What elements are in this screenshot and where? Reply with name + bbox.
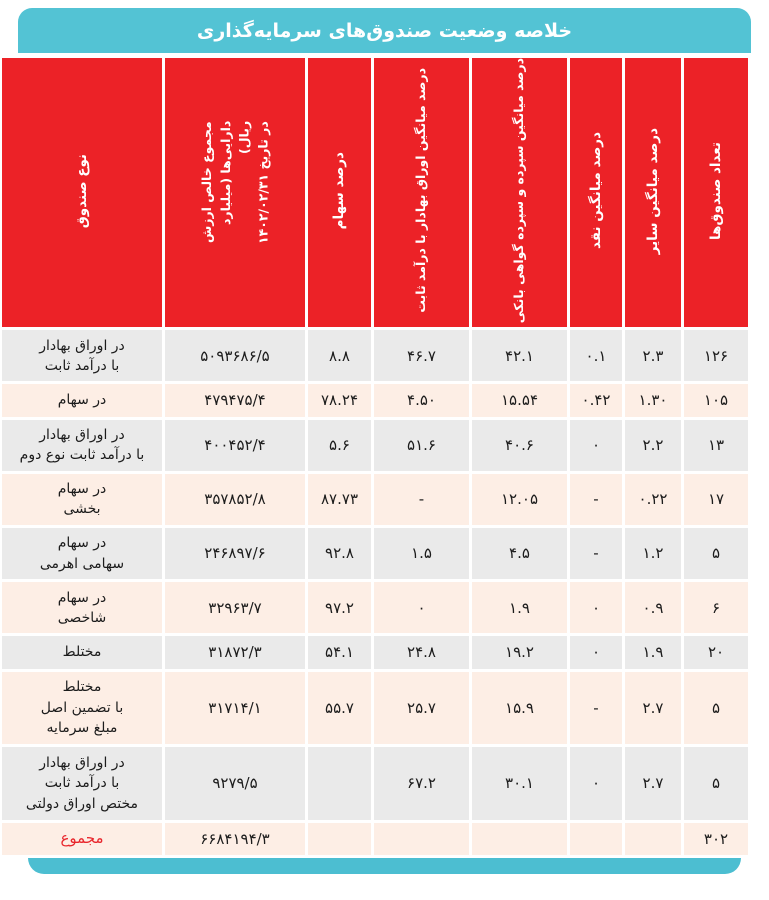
column-header-cash xyxy=(570,58,622,327)
cell-fund-type: مختلط با تضمین اصل مبلغ سرمایه xyxy=(2,672,162,745)
column-header-fixed-income xyxy=(374,58,469,327)
cell-fixed-income-percent: ۰ xyxy=(374,582,469,633)
page-title: خلاصه وضعیت صندوق‌های سرمایه‌گذاری xyxy=(196,19,573,42)
cell-count: ۵ xyxy=(684,672,748,745)
cell-other-percent: ۲.۷ xyxy=(625,672,681,745)
cell-fixed-income-percent: - xyxy=(374,474,469,525)
column-header-deposit xyxy=(472,58,567,327)
cell-nav: ۳۱۸۷۲/۳ xyxy=(165,636,305,668)
cell-nav: ۵۰۹۳۶۸۶/۵ xyxy=(165,330,305,381)
column-header-count xyxy=(684,58,748,327)
table-row xyxy=(2,672,748,745)
cell-fund-type: مجموع xyxy=(2,823,162,855)
cell-count: ۶ xyxy=(684,582,748,633)
cell-fund-type: در سهام شاخصی xyxy=(2,582,162,633)
cell-count: ۱۷ xyxy=(684,474,748,525)
cell-stock-percent xyxy=(308,747,371,820)
column-header-deposit-label: درصد میانگین سپرده و سپرده گواهی بانکی xyxy=(511,58,527,324)
column-header-stock xyxy=(308,58,371,327)
cell-count: ۱۰۵ xyxy=(684,384,748,416)
table-row xyxy=(2,330,748,381)
cell-cash-percent: ۰.۱ xyxy=(570,330,622,381)
cell-cash-percent: - xyxy=(570,474,622,525)
cell-fixed-income-percent: ۶۷.۲ xyxy=(374,747,469,820)
cell-deposit-percent: ۳۰.۱ xyxy=(472,747,567,820)
cell-nav: ۹۲۷۹/۵ xyxy=(165,747,305,820)
cell-nav: ۲۴۶۸۹۷/۶ xyxy=(165,528,305,579)
cell-cash-percent: ۰ xyxy=(570,420,622,471)
column-header-count-label: تعداد صندوق‌ها xyxy=(707,141,724,240)
cell-nav: ۴۰۰۴۵۲/۴ xyxy=(165,420,305,471)
cell-deposit-percent: ۴۲.۱ xyxy=(472,330,567,381)
cell-other-percent xyxy=(625,823,681,855)
cell-other-percent: ۱.۳۰ xyxy=(625,384,681,416)
cell-nav: ۶۶۸۴۱۹۴/۳ xyxy=(165,823,305,855)
table-total-row xyxy=(2,823,748,855)
cell-count: ۱۲۶ xyxy=(684,330,748,381)
cell-deposit-percent: ۴۰.۶ xyxy=(472,420,567,471)
cell-deposit-percent: ۱۵.۹ xyxy=(472,672,567,745)
cell-stock-percent: ۵۴.۱ xyxy=(308,636,371,668)
cell-nav: ۳۵۷۸۵۲/۸ xyxy=(165,474,305,525)
footer-bar xyxy=(28,858,741,874)
cell-nav: ۳۲۹۶۳/۷ xyxy=(165,582,305,633)
cell-count: ۵ xyxy=(684,747,748,820)
table-row xyxy=(2,582,748,633)
cell-stock-percent: ۸۷.۷۳ xyxy=(308,474,371,525)
table-row xyxy=(2,474,748,525)
cell-stock-percent xyxy=(308,823,371,855)
table-container xyxy=(18,55,751,858)
cell-count: ۲۰ xyxy=(684,636,748,668)
cell-deposit-percent: ۱.۹ xyxy=(472,582,567,633)
cell-fixed-income-percent xyxy=(374,823,469,855)
cell-fixed-income-percent: ۱.۵ xyxy=(374,528,469,579)
cell-cash-percent: ۰.۴۲ xyxy=(570,384,622,416)
table-row xyxy=(2,636,748,668)
cell-deposit-percent: ۱۹.۲ xyxy=(472,636,567,668)
cell-fixed-income-percent: ۲۵.۷ xyxy=(374,672,469,745)
cell-fixed-income-percent: ۴۶.۷ xyxy=(374,330,469,381)
table-body xyxy=(2,330,748,855)
cell-stock-percent: ۹۷.۲ xyxy=(308,582,371,633)
cell-stock-percent: ۸.۸ xyxy=(308,330,371,381)
cell-stock-percent: ۷۸.۲۴ xyxy=(308,384,371,416)
column-header-fixed-income-label: درصد میانگین اوراق بهادار با درآمد ثابت xyxy=(413,68,429,313)
table-row xyxy=(2,747,748,820)
cell-stock-percent: ۵.۶ xyxy=(308,420,371,471)
cell-count: ۱۳ xyxy=(684,420,748,471)
cell-deposit-percent: ۱۲.۰۵ xyxy=(472,474,567,525)
column-header-nav-label: مجموع خالص ارزش دارایی‌ها (میلیارد ریال) در تاریخ ۱۴۰۲/۰۲/۳۱ xyxy=(198,120,270,244)
column-header-fund-type xyxy=(2,58,162,327)
cell-cash-percent: ۰ xyxy=(570,747,622,820)
table-row xyxy=(2,528,748,579)
cell-fund-type: در سهام بخشی xyxy=(2,474,162,525)
cell-other-percent: ۰.۹ xyxy=(625,582,681,633)
column-header-other-label: درصد میانگین سایر xyxy=(644,127,661,254)
cell-nav: ۳۱۷۱۴/۱ xyxy=(165,672,305,745)
cell-other-percent: ۲.۲ xyxy=(625,420,681,471)
column-header-nav xyxy=(165,58,305,327)
cell-other-percent: ۲.۳ xyxy=(625,330,681,381)
cell-fixed-income-percent: ۴.۵۰ xyxy=(374,384,469,416)
table-header-row xyxy=(2,58,748,327)
cell-fund-type: در سهام xyxy=(2,384,162,416)
cell-cash-percent: ۰ xyxy=(570,636,622,668)
table-row xyxy=(2,384,748,416)
cell-count: ۳۰۲ xyxy=(684,823,748,855)
cell-fund-type: در اوراق بهادار با درآمد ثابت مختص اوراق دولتی xyxy=(2,747,162,820)
cell-cash-percent: - xyxy=(570,672,622,745)
cell-fund-type: در اوراق بهادار با درآمد ثابت xyxy=(2,330,162,381)
cell-fixed-income-percent: ۵۱.۶ xyxy=(374,420,469,471)
cell-cash-percent: - xyxy=(570,528,622,579)
cell-other-percent: ۱.۲ xyxy=(625,528,681,579)
cell-other-percent: ۰.۲۲ xyxy=(625,474,681,525)
cell-deposit-percent: ۴.۵ xyxy=(472,528,567,579)
cell-fund-type: در سهام سهامی اهرمی xyxy=(2,528,162,579)
column-header-cash-label: درصد میانگین نقد xyxy=(587,132,604,250)
column-header-stock-label: درصد سهام xyxy=(331,151,348,230)
table-row xyxy=(2,420,748,471)
fund-summary-table xyxy=(0,55,751,858)
cell-deposit-percent: ۱۵.۵۴ xyxy=(472,384,567,416)
cell-fund-type: در اوراق بهادار با درآمد ثابت نوع دوم xyxy=(2,420,162,471)
cell-nav: ۴۷۹۴۷۵/۴ xyxy=(165,384,305,416)
cell-deposit-percent xyxy=(472,823,567,855)
cell-fund-type: مختلط xyxy=(2,636,162,668)
cell-cash-percent xyxy=(570,823,622,855)
cell-other-percent: ۲.۷ xyxy=(625,747,681,820)
title-bar xyxy=(18,8,751,53)
column-header-fund-type-label: نوع صندوق xyxy=(73,153,90,228)
cell-other-percent: ۱.۹ xyxy=(625,636,681,668)
cell-stock-percent: ۹۲.۸ xyxy=(308,528,371,579)
cell-fixed-income-percent: ۲۴.۸ xyxy=(374,636,469,668)
cell-count: ۵ xyxy=(684,528,748,579)
cell-cash-percent: ۰ xyxy=(570,582,622,633)
cell-stock-percent: ۵۵.۷ xyxy=(308,672,371,745)
column-header-other xyxy=(625,58,681,327)
